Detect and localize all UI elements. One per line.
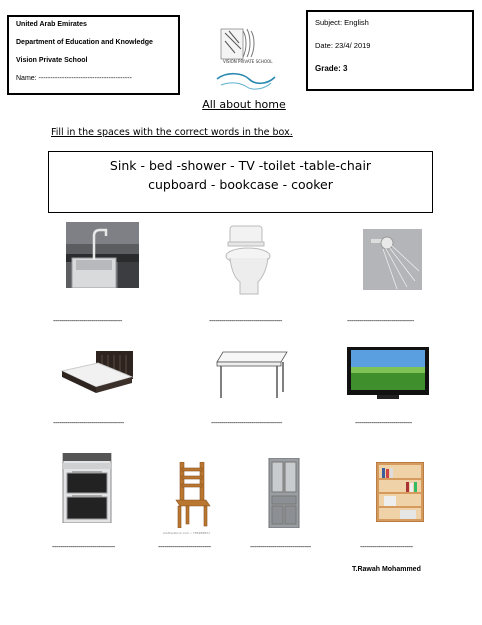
subject-label: Subject: English bbox=[315, 18, 369, 27]
answer-blank-shower[interactable]: --------------------------------- bbox=[347, 317, 414, 325]
answer-blank-tv[interactable]: ---------------------------- bbox=[355, 419, 412, 427]
table-icon bbox=[215, 350, 289, 400]
date-label: Date: 23/4/ 2019 bbox=[315, 41, 371, 50]
answer-blank-chair[interactable]: -------------------------- bbox=[158, 543, 211, 551]
shower-icon bbox=[363, 229, 422, 290]
chair-icon bbox=[172, 462, 212, 528]
country-label: United Arab Emirates bbox=[16, 21, 87, 28]
tv-icon bbox=[347, 347, 429, 399]
sink-icon bbox=[66, 222, 139, 288]
answer-blank-cupboard[interactable]: ------------------------------ bbox=[250, 543, 311, 551]
answer-blank-sink[interactable]: ---------------------------------- bbox=[53, 317, 122, 325]
toilet-icon bbox=[222, 224, 274, 296]
bed-icon bbox=[58, 349, 135, 395]
instruction-text: Fill in the spaces with the correct words in the box. bbox=[51, 127, 293, 138]
logo-text: VISION PRIVATE SCHOOL bbox=[223, 59, 273, 64]
school-info-box bbox=[7, 15, 180, 95]
student-name-field[interactable]: Name: ---------------------------------------- bbox=[16, 75, 132, 82]
answer-blank-cooker[interactable]: ------------------------------- bbox=[52, 543, 115, 551]
school-label: Vision Private School bbox=[16, 57, 88, 64]
answer-blank-table[interactable]: ----------------------------------- bbox=[211, 419, 282, 427]
teacher-name: T.Rawah Mohammed bbox=[352, 566, 421, 573]
grade-label: Grade: 3 bbox=[315, 64, 348, 73]
answer-blank-toilet[interactable]: ------------------------------------ bbox=[209, 317, 282, 325]
cupboard-icon bbox=[268, 458, 300, 528]
word-bank-line-2: cupboard - bookcase - cooker bbox=[148, 177, 333, 192]
answer-blank-bed[interactable]: ----------------------------------- bbox=[53, 419, 124, 427]
bookcase-icon bbox=[376, 462, 424, 522]
school-logo bbox=[213, 23, 279, 93]
worksheet-title: All about home bbox=[202, 98, 286, 111]
word-bank-line-1: Sink - bed -shower - TV -toilet -table-chair bbox=[109, 158, 372, 173]
department-label: Department of Education and Knowledge bbox=[16, 39, 153, 46]
answer-blank-bookcase[interactable]: -------------------------- bbox=[360, 543, 413, 551]
image-credit: shutterstock.com • 785488831 bbox=[163, 531, 210, 535]
word-bank bbox=[48, 151, 433, 213]
class-info-box bbox=[306, 10, 474, 91]
cooker-icon bbox=[62, 453, 112, 523]
